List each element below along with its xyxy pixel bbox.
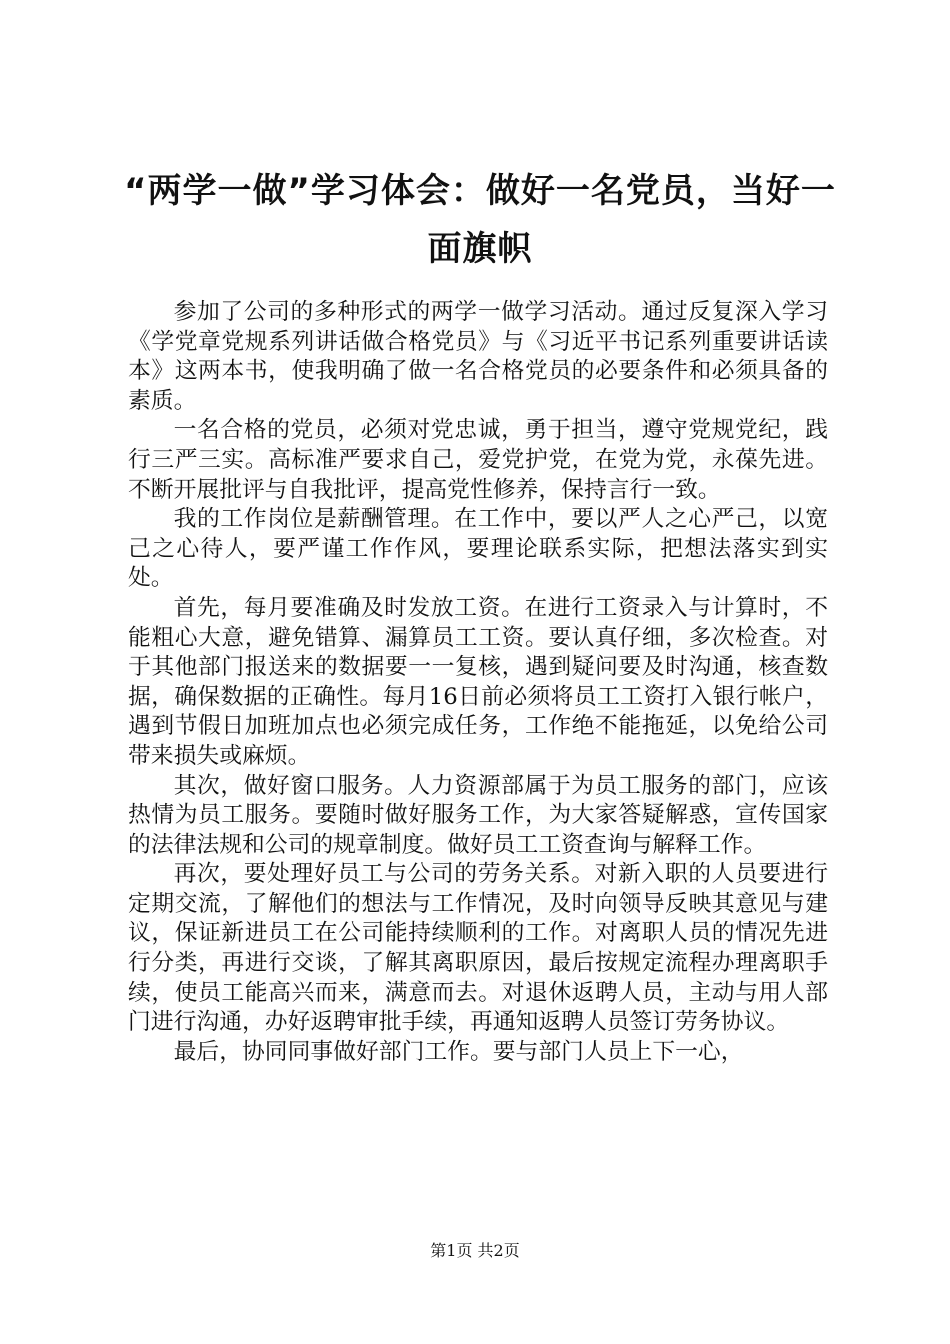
paragraph-5: 其次，做好窗口服务。人力资源部属于为员工服务的部门，应该热情为员工服务。要随时做好服务工作，为大家答疑解惑，宣传国家的法律法规和公司的规章制度。做好员工工资查询与解释工作。 — [128, 772, 828, 858]
paragraph-3: 我的工作岗位是薪酬管理。在工作中，要以严人之心严己，以宽己之心待人，要严谨工作作风，要理论联系实际，把想法落实到实处。 — [128, 506, 828, 592]
page-title: “两学一做”学习体会：做好一名党员，当好一面旗帜 — [124, 171, 836, 269]
paragraph-6: 再次，要处理好员工与公司的劳务关系。对新入职的人员要进行定期交流，了解他们的想法与工作情况，及时向领导反映其意见与建议，保证新进员工在公司能持续顺利的工作。对离职人员的情况先进行分类，再进行交谈，了解其离职原因，最后按规定流程办理离职手续，使员工能高兴而来，满意而去。对退休返聘人员，主动与用人部门进行沟通，办好返聘审批手续，再通知返聘人员签订劳务协议。 — [128, 861, 828, 1036]
paragraph-2: 一名合格的党员，必须对党忠诚，勇于担当，遵守党规党纪，践行三严三实。高标准严要求自己，爱党护党，在党为党，永葆先进。不断开展批评与自我批评，提高党性修养，保持言行一致。 — [128, 417, 828, 503]
paragraph-1: 参加了公司的多种形式的两学一做学习活动。通过反复深入学习《学党章党规系列讲话做合格党员》与《习近平书记系列重要讲话读本》这两本书，使我明确了做一名合格党员的必要条件和必须具备的素质。 — [128, 299, 828, 414]
page-number-footer: 第1页 共2页 — [430, 1241, 520, 1260]
document-body — [128, 298, 828, 1067]
paragraph-7: 最后，协同同事做好部门工作。要与部门人员上下一心， — [173, 1038, 744, 1065]
paragraph-4: 首先，每月要准确及时发放工资。在进行工资录入与计算时，不能粗心大意，避免错算、漏算员工工资。要认真仔细，多次检查。对于其他部门报送来的数据要一一复核，遇到疑问要及时沟通，核查数据，确保数据的正确性。每月16日前必须将员工工资打入银行帐户，遇到节假日加班加点也必须完成任务，工作绝不能拖延，以免给公司带来损失或麻烦。 — [128, 594, 828, 769]
